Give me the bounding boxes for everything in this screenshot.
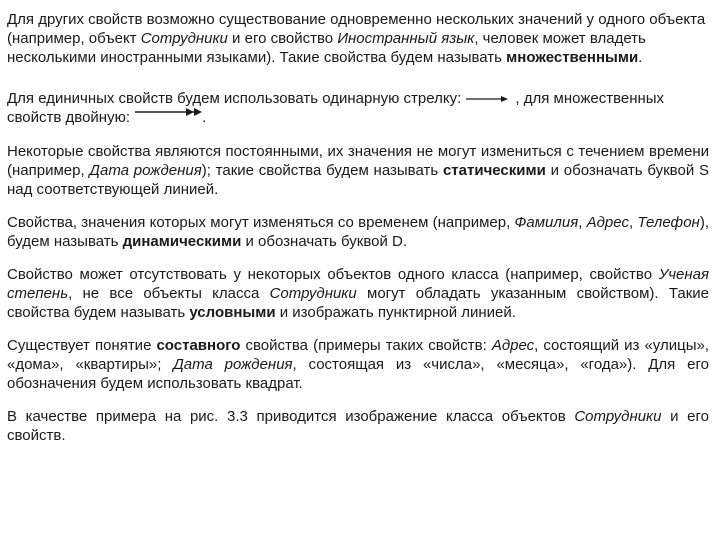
p4-strong-dynamic: динамическими bbox=[122, 233, 242, 250]
p6-text: Существует понятие bbox=[7, 337, 157, 354]
p4-text: Свойства, значения которых могут изменяться со временем (например, bbox=[7, 214, 515, 231]
paragraph-arrows bbox=[7, 89, 709, 127]
p5-em-employees: Сотрудники bbox=[269, 285, 357, 302]
paragraph-composite bbox=[7, 336, 709, 393]
p6-em-birthdate: Дата рождения bbox=[173, 356, 293, 373]
p1-strong-multiple: множественными bbox=[506, 49, 639, 66]
p7-text: В качестве примера на рис. 3.3 приводится изображение класса объектов bbox=[7, 408, 575, 425]
p5-text: Свойство может отсутствовать у некоторых объектов одного класса (например, свойство bbox=[7, 266, 659, 283]
p3-text3: и обозначать буквой S над соответствующей линией. bbox=[7, 162, 709, 198]
p3-em-birthdate: Дата рождения bbox=[89, 162, 202, 179]
p5-text2: , не все объекты класса bbox=[68, 285, 270, 302]
p2-end: . bbox=[202, 109, 207, 126]
p4-em-address: Адрес bbox=[586, 214, 629, 231]
p6-em-address: Адрес bbox=[491, 337, 535, 354]
p6-strong-composite: составного bbox=[156, 337, 241, 354]
p5-text3: могут обладать указанным свойством). Такие свойства будем называть bbox=[7, 285, 709, 321]
p2-text2: , для множественных свойств двойную: bbox=[7, 90, 665, 126]
p4-em-surname: Фамилия bbox=[514, 214, 579, 231]
p5-em-degree: Ученая степень bbox=[7, 266, 709, 302]
p4-em-phone: Телефон bbox=[637, 214, 700, 231]
p2-text: Для единичных свойств будем использовать одинарную стрелку: bbox=[7, 90, 466, 107]
paragraph-conditional bbox=[7, 265, 709, 322]
document-page bbox=[7, 10, 709, 445]
paragraph-static bbox=[7, 142, 709, 199]
p3-text2: ); такие свойства будем называть bbox=[201, 162, 443, 179]
p1-text: Для других свойств возможно существование одновременно нескольких значений у одного объекта (например, объект bbox=[7, 11, 706, 47]
p1-text3: , человек может владеть несколькими иностранными языками). Такие свойства будем называть bbox=[7, 30, 646, 66]
p7-text2: и его свойств. bbox=[7, 408, 709, 444]
single-arrow-icon bbox=[465, 94, 509, 104]
p4-sep2: , bbox=[628, 214, 638, 231]
double-arrow-icon bbox=[134, 106, 204, 118]
paragraph-dynamic bbox=[7, 213, 709, 251]
p1-em-foreign-language: Иностранный язык bbox=[337, 30, 475, 47]
p6-text4: , состоящая из «числа», «месяца», «года»). Для его обозначения будем использовать квадрат. bbox=[7, 356, 709, 392]
p7-em-employees: Сотрудники bbox=[574, 408, 662, 425]
paragraph-multiple-properties bbox=[7, 10, 709, 67]
double-arrow-slot bbox=[134, 108, 202, 127]
p4-text2: ), будем называть bbox=[7, 214, 709, 250]
p6-text3: , состоящий из «улицы», «дома», «квартиры»; bbox=[7, 337, 709, 373]
p3-strong-static: статическими bbox=[442, 162, 546, 179]
paragraph-example bbox=[7, 407, 709, 445]
p4-sep1: , bbox=[578, 214, 587, 231]
p1-em-employees: Сотрудники bbox=[140, 30, 228, 47]
p1-end: . bbox=[638, 49, 643, 66]
p3-text: Некоторые свойства являются постоянными, их значения не могут измениться с течением времени (например, bbox=[7, 143, 709, 179]
p5-strong-conditional: условными bbox=[189, 304, 276, 321]
p1-text2: и его свойство bbox=[227, 30, 338, 47]
p5-text4: и изображать пунктирной линией. bbox=[275, 304, 516, 321]
p6-text2: свойства (примеры таких свойств: bbox=[240, 337, 492, 354]
single-arrow-slot bbox=[465, 89, 515, 108]
p4-text3: и обозначать буквой D. bbox=[241, 233, 408, 250]
